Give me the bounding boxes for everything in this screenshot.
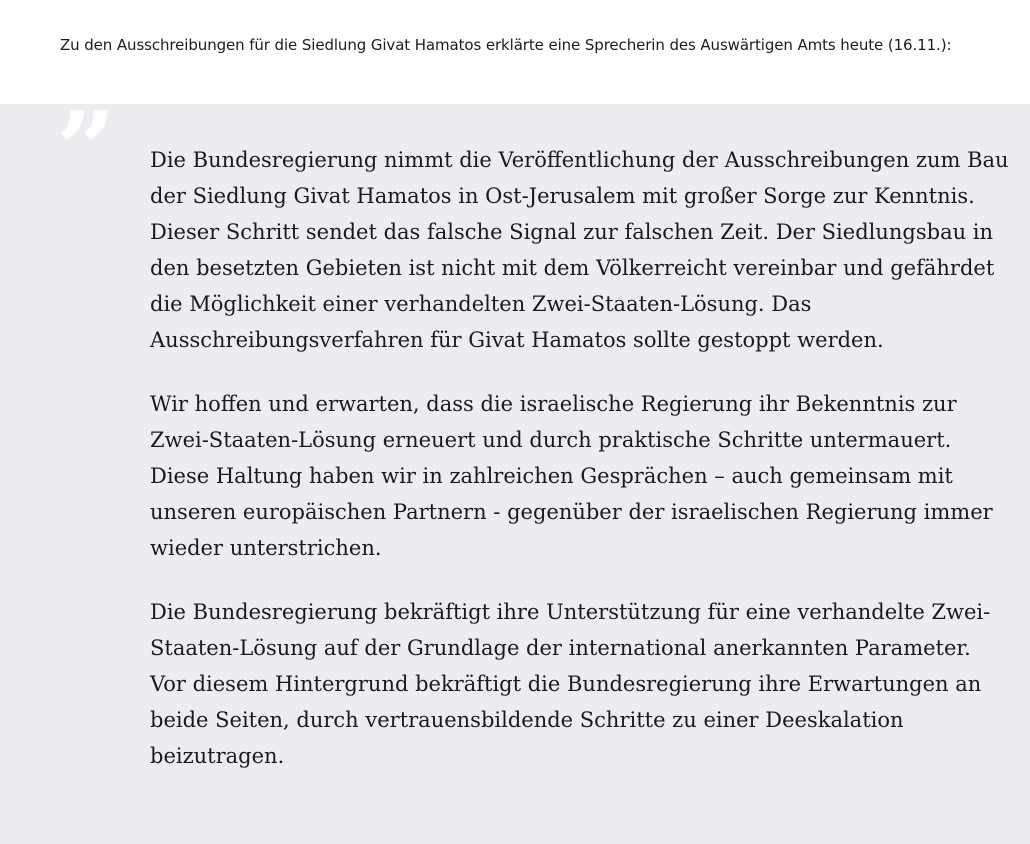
quotation-mark-icon: ” — [56, 88, 116, 211]
quote-paragraph-1: Die Bundesregierung nimmt die Veröffentlichung der Ausschreibungen zum Bau der Siedlung Givat Hamatos in Ost-Jerusalem mit großer Sorge zur Kenntnis. Dieser Schritt sendet das falsche Signal zur falschen Zeit. Der Siedlungsbau in den besetzten Gebieten ist nicht mit dem Völkerreicht vereinbar und gefährdet die Möglichkeit einer verhandelten Zwei-Staaten-Lösung. Das Ausschreibungsverfahren für Givat Hamatos sollte gestoppt werden. — [150, 148, 1009, 352]
quote-paragraph-2: Wir hoffen und erwarten, dass die israelische Regierung ihr Bekenntnis zur Zwei-Staaten-Lösung erneuert und durch praktische Schritte untermauert. Diese Haltung haben wir in zahlreichen Gesprächen – auch gemeinsam mit unseren europäischen Partnern - gegenüber der israelischen Regierung immer wieder unterstrichen. — [150, 392, 993, 560]
intro-text: Zu den Ausschreibungen für die Siedlung Givat Hamatos erklärte eine Sprecherin des Auswärtigen Amts heute (16.11.): — [60, 36, 952, 54]
quote-paragraph-3: Die Bundesregierung bekräftigt ihre Unterstützung für eine verhandelte Zwei-Staaten-Lösung auf der Grundlage der international anerkannten Parameter. Vor diesem Hintergrund bekräftigt die Bundesregierung ihre Erwartungen an beide Seiten, durch vertrauensbildende Schritte zu einer Deeskalation beizutragen. — [150, 600, 991, 768]
quote-body — [150, 142, 1010, 802]
